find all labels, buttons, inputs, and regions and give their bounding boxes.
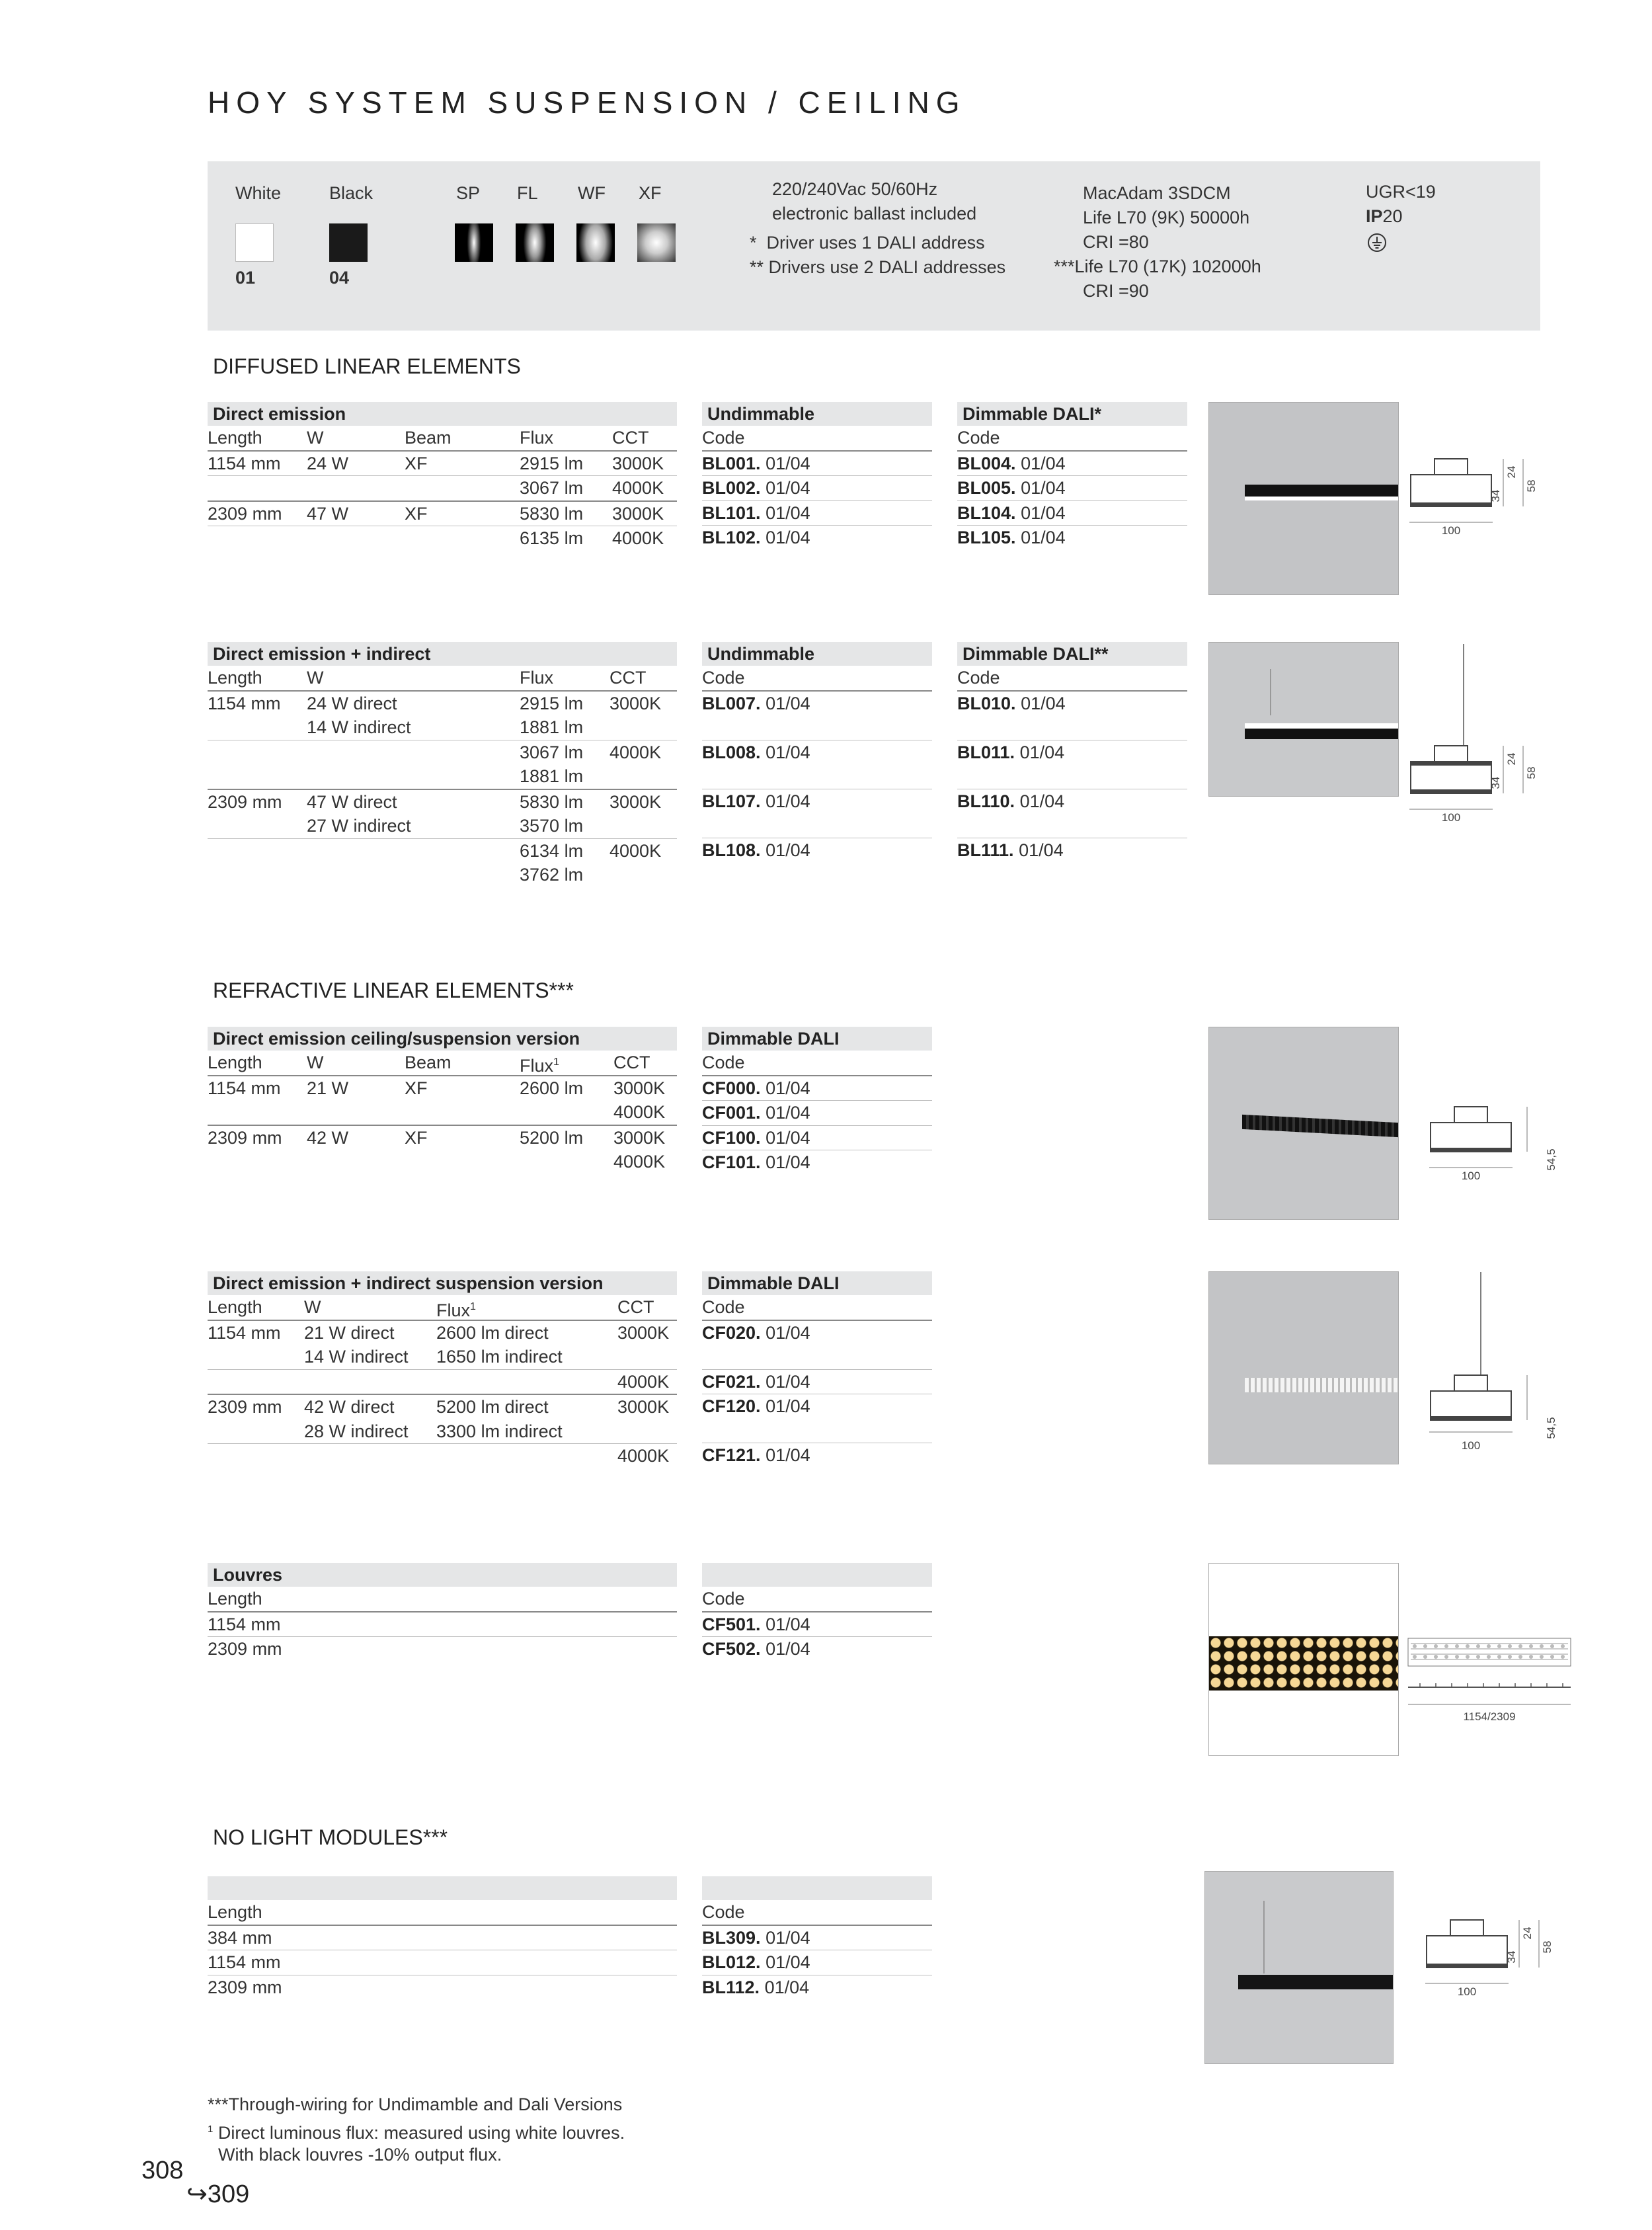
- dimension-drawing: [1404, 450, 1563, 536]
- table-refractive-direct: [208, 1027, 677, 1174]
- table-row: CF502. 01/04: [702, 1639, 810, 1659]
- product-photo-direct: [1208, 402, 1399, 595]
- table-title: Direct emission + indirect: [208, 642, 677, 666]
- beam-sp-label: SP: [456, 183, 481, 203]
- table-undimmable-codes: Undimmable Code BL001. 01/04 BL002. 01/04 BL101. 01/04 BL102. 01/04: [702, 402, 932, 550]
- ballast-text: electronic ballast included: [772, 204, 977, 223]
- section-diffused-heading: DIFFUSED LINEAR ELEMENTS: [213, 354, 521, 378]
- svg-text:100: 100: [1457, 1985, 1477, 1998]
- beam-wf-label: WF: [578, 183, 606, 203]
- table-row: BL110. 01/04: [957, 791, 1065, 811]
- louvre-drawing: [1407, 1633, 1579, 1739]
- color-black-code: 04: [329, 268, 350, 288]
- table-row: 2309 mm 47 W direct 5830 lm 3000K: [208, 791, 662, 812]
- beam-wf-icon: [576, 223, 615, 262]
- table-row: BL005. 01/04: [957, 476, 1187, 501]
- white-swatch: [235, 223, 274, 262]
- table-row: CF501. 01/04: [702, 1613, 932, 1638]
- table-row: 4000K: [208, 1100, 677, 1126]
- svg-text:34: 34: [1489, 489, 1502, 502]
- table-row: 1154 mm 24 W XF 2915 lm 3000K: [208, 452, 677, 477]
- table-row: CF121. 01/04: [702, 1445, 810, 1465]
- table-row: 2309 mm: [208, 1639, 282, 1659]
- table-header-row: Length W Flux$^1$ CCT: [208, 1295, 677, 1321]
- life-9k-text: Life L70 (9K) 50000h: [1083, 208, 1250, 227]
- table-header-row: Length: [208, 1587, 677, 1613]
- table-undimmable-codes: Undimmable Code BL007. 01/04 BL008. 01/04 BL107. 01/04 BL108. 01/04: [702, 642, 932, 862]
- beam-xf-label: XF: [639, 183, 662, 203]
- beam-fl-icon: [516, 223, 554, 262]
- table-row: 1154 mm 21 W direct 2600 lm direct 3000K: [208, 1322, 670, 1343]
- table-row: 4000K: [208, 1370, 677, 1396]
- table-louvres: [208, 1563, 677, 1661]
- table-row: BL108. 01/04: [702, 840, 810, 860]
- svg-text:24: 24: [1505, 465, 1518, 479]
- svg-text:100: 100: [1461, 1439, 1481, 1452]
- table-row: 3067 lm 4000K: [208, 476, 677, 502]
- arrow-turn-icon: ↪: [186, 2180, 208, 2208]
- table-row: BL309. 01/04: [702, 1926, 932, 1951]
- svg-text:54,5: 54,5: [1545, 1417, 1557, 1439]
- table-title: Direct emission: [208, 402, 677, 426]
- table-row: CF100. 01/04: [702, 1126, 932, 1151]
- footnote-through-wiring: ***Through-wiring for Undimamble and Dali Versions: [208, 2094, 623, 2114]
- table-header-row: Length W Beam Flux CCT: [208, 426, 677, 452]
- page-number: 308: [141, 2157, 184, 2184]
- product-photo-refractive: [1208, 1027, 1399, 1220]
- cri80-text: CRI =80: [1083, 232, 1149, 252]
- beam-fl-label: FL: [517, 183, 538, 203]
- beam-xf-icon: [637, 223, 676, 262]
- table-row: BL102. 01/04: [702, 528, 810, 547]
- macadam-text: MacAdam 3SDCM: [1083, 183, 1231, 203]
- table-title: Direct emission + indirect suspension version: [208, 1271, 677, 1295]
- svg-text:100: 100: [1461, 1170, 1481, 1182]
- svg-text:24: 24: [1521, 1927, 1534, 1940]
- table-row: 1154 mm: [208, 1613, 677, 1638]
- table-row: BL002. 01/04: [702, 476, 932, 501]
- svg-text:100: 100: [1441, 524, 1461, 536]
- dali-note-1: * Driver uses 1 DALI address: [750, 233, 985, 253]
- svg-text:1154/2309: 1154/2309: [1463, 1710, 1516, 1723]
- table-row: 2309 mm 42 W direct 5200 lm direct 3000K: [208, 1397, 670, 1417]
- cri90-text: CRI =90: [1083, 281, 1149, 301]
- svg-text:58: 58: [1541, 1940, 1554, 1954]
- table-header-row: Length W Beam Flux$^1$ CCT: [208, 1051, 677, 1076]
- next-page-link[interactable]: ↪309: [186, 2180, 250, 2208]
- dali-note-2: ** Drivers use 2 DALI addresses: [750, 257, 1006, 277]
- product-photo-louvres: [1208, 1563, 1399, 1756]
- table-direct-indirect: Direct emission + indirect Length W Flux CCT 1154 mm 24 W direct 2915 lm 3000K 14 W indirect 1881 lm 3067 lm 4000K 1881 lm 2309 mm 47 W direct 5830 lm 3000K 27 W indirect 3570 lm 6134 lm 4000K 3762 lm: [208, 642, 677, 887]
- table-row: BL111. 01/04: [957, 840, 1064, 860]
- page-title: HOY SYSTEM SUSPENSION / CEILING: [208, 85, 966, 120]
- table-dali-codes: Dimmable DALI Code CF000. 01/04 CF001. 01/04 CF100. 01/04 CF101. 01/04: [702, 1027, 932, 1175]
- table-row: 6134 lm 4000K: [520, 840, 662, 861]
- table-row: BL105. 01/04: [957, 528, 1066, 547]
- product-photo-direct-indirect: [1208, 642, 1399, 797]
- svg-text:54,5: 54,5: [1545, 1148, 1557, 1171]
- table-row: BL008. 01/04: [702, 742, 810, 762]
- section-refractive-heading: REFRACTIVE LINEAR ELEMENTS***: [213, 978, 574, 1002]
- color-white-label: White: [235, 183, 282, 203]
- table-row: CF021. 01/04: [702, 1370, 932, 1395]
- table-no-light: [208, 1876, 677, 1999]
- earth-ground-icon: [1367, 233, 1387, 253]
- dimension-drawing: [1404, 641, 1563, 833]
- table-row: 1154 mm: [208, 1950, 677, 1975]
- table-row: CF101. 01/04: [702, 1152, 810, 1172]
- table-row: CF001. 01/04: [702, 1101, 932, 1126]
- table-row: 6135 lm 4000K: [520, 528, 664, 548]
- table-row: BL007. 01/04: [702, 693, 810, 713]
- table-row: BL107. 01/04: [702, 791, 810, 811]
- table-row: BL112. 01/04: [702, 1977, 810, 1997]
- table-row: 384 mm: [208, 1926, 677, 1951]
- table-row: BL104. 01/04: [957, 501, 1187, 526]
- table-row: BL012. 01/04: [702, 1950, 932, 1975]
- ip-rating: IP20: [1366, 206, 1403, 226]
- spec-box: [208, 161, 1540, 331]
- table-row: BL010. 01/04: [957, 693, 1066, 713]
- footnote-black-louvres: With black louvres -10% output flux.: [218, 2145, 502, 2165]
- ugr-text: UGR<19: [1366, 182, 1436, 202]
- footnote-luminous-flux: $^1$ Direct luminous flux: measured using white louvres.: [208, 2123, 625, 2143]
- table-row: 1154 mm 24 W direct 2915 lm 3000K: [208, 693, 662, 713]
- table-row: CF000. 01/04: [702, 1076, 932, 1101]
- table-row: BL001. 01/04: [702, 452, 932, 477]
- table-row: BL101. 01/04: [702, 501, 932, 526]
- life-17k-text: ***Life L70 (17K) 102000h: [1054, 257, 1261, 276]
- color-white-code: 01: [235, 268, 256, 288]
- table-row: 3067 lm 4000K: [520, 742, 662, 762]
- dimension-drawing: [1421, 1269, 1580, 1461]
- table-row: 4000K: [617, 1446, 670, 1466]
- table-dali-codes: Dimmable DALI Code CF020. 01/04 CF021. 01/04 CF120. 01/04 CF121. 01/04: [702, 1271, 932, 1468]
- svg-text:58: 58: [1525, 766, 1538, 779]
- svg-text:24: 24: [1505, 752, 1518, 766]
- beam-sp-icon: [455, 223, 493, 262]
- table-dali-codes: Dimmable DALI* Code BL004. 01/04 BL005. 01/04 BL104. 01/04 BL105. 01/04: [957, 402, 1187, 550]
- table-louvre-codes: Code CF501. 01/04 CF502. 01/04: [702, 1563, 932, 1661]
- svg-text:34: 34: [1505, 1950, 1518, 1964]
- color-black-label: Black: [329, 183, 374, 203]
- table-row: CF120. 01/04: [702, 1396, 810, 1416]
- svg-text:100: 100: [1441, 811, 1461, 824]
- table-header-row: Length: [208, 1900, 677, 1926]
- table-row: BL004. 01/04: [957, 452, 1187, 477]
- table-row: BL011. 01/04: [957, 742, 1065, 762]
- svg-text:34: 34: [1489, 776, 1502, 789]
- dimension-drawing: [1420, 1911, 1579, 2016]
- table-row: 2309 mm 42 W XF 5200 lm 3000K: [208, 1127, 666, 1148]
- table-row: 4000K: [613, 1152, 666, 1172]
- section-nolight-heading: NO LIGHT MODULES***: [213, 1825, 448, 1849]
- table-row: CF020. 01/04: [702, 1322, 810, 1343]
- table-title: Direct emission ceiling/suspension version: [208, 1027, 677, 1051]
- table-no-light-codes: Code BL309. 01/04 BL012. 01/04 BL112. 01/04: [702, 1876, 932, 1999]
- table-dali-codes: Dimmable DALI** Code BL010. 01/04 BL011. 01/04 BL110. 01/04 BL111. 01/04: [957, 642, 1187, 862]
- table-title: Louvres: [208, 1563, 677, 1587]
- table-row: 2309 mm 47 W XF 5830 lm 3000K: [208, 502, 677, 527]
- table-row: 2309 mm: [208, 1977, 282, 1997]
- svg-text:58: 58: [1525, 479, 1538, 493]
- dimension-drawing: [1421, 1097, 1580, 1197]
- product-photo-no-light: [1204, 1871, 1394, 2064]
- table-header-row: Length W Flux CCT: [208, 666, 677, 692]
- table-direct-emission: [208, 402, 677, 551]
- table-refractive-direct-indirect: Direct emission + indirect suspension version Length W Flux$^1$ CCT 1154 mm 21 W direct 2600 lm direct 3000K 14 W indirect 1650 lm indirect 4000K 2309 mm 42 W direct 5200 lm direct 3000K 28 W indirect 3300 lm indirect 4000K: [208, 1271, 677, 1468]
- black-swatch: [329, 223, 368, 262]
- product-photo-refractive-suspension: [1208, 1271, 1399, 1464]
- voltage-text: 220/240Vac 50/60Hz: [772, 179, 938, 199]
- table-row: 1154 mm 21 W XF 2600 lm 3000K: [208, 1078, 666, 1098]
